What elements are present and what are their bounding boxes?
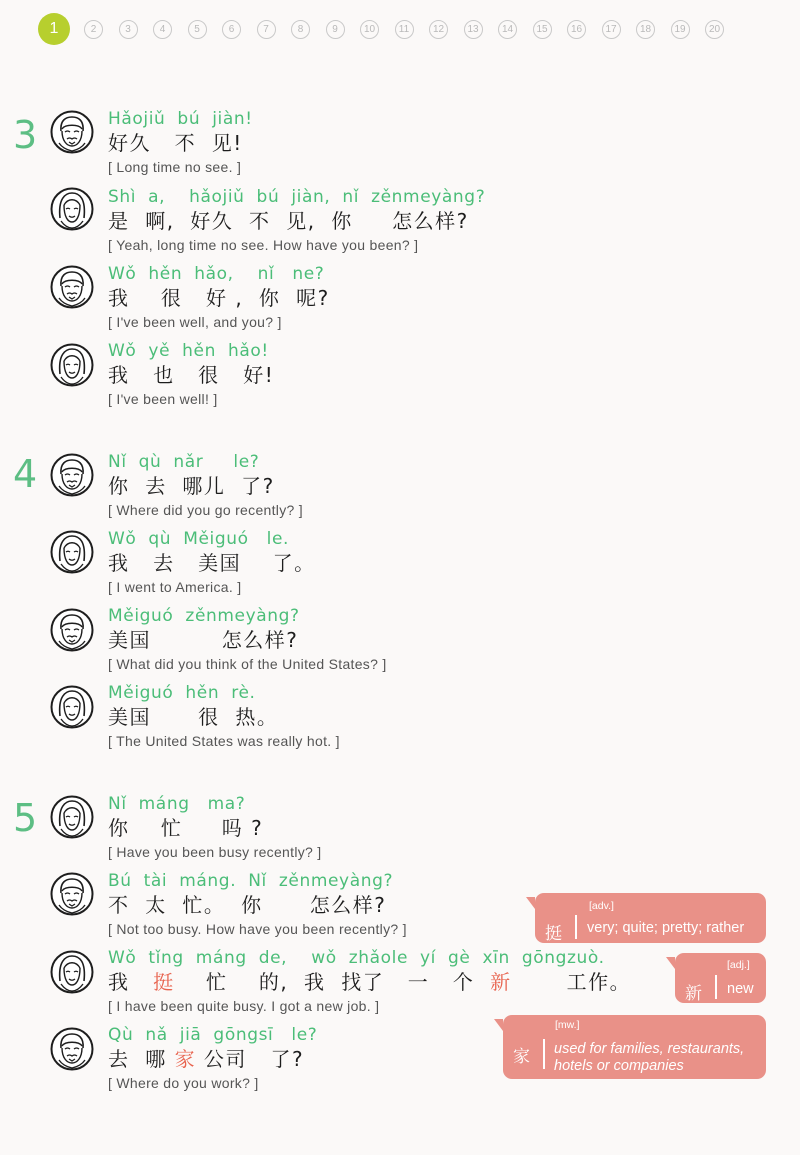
hanzi-text: 去 哪 家 公司 了? [108,1047,305,1071]
pinyin-text: Wǒ hěn hǎo, nǐ ne? [108,264,325,284]
hanzi-text: 美国 怎么样? [108,628,299,652]
male-avatar-icon [50,265,94,309]
dialogue-number-3: 3 [13,113,38,157]
page-3-button[interactable]: 3 [119,20,138,39]
dialogue-line [108,1025,317,1093]
gloss-meaning: used for families, restaurants, [554,1041,745,1057]
translation-text: [ I have been quite busy. I got a new job. ] [108,998,380,1014]
gloss-meaning: very; quite; pretty; rather [587,920,745,936]
pinyin-text: Nǐ qù nǎr le? [108,452,260,472]
gloss-divider [715,975,717,999]
page-10-button[interactable]: 10 [360,20,379,39]
dialogue-line [108,187,485,255]
male-avatar-icon [50,1027,94,1071]
gloss-part-of-speech: [adv.] [589,900,614,912]
female-avatar-icon [50,530,94,574]
page-20-button[interactable]: 20 [705,20,724,39]
page-4-button[interactable]: 4 [153,20,172,39]
gloss-part-of-speech: [adj.] [727,959,750,971]
page-1-button[interactable]: 1 [38,13,70,45]
callout-tail [666,957,675,969]
male-avatar-icon [50,453,94,497]
highlighted-word: 挺 [153,970,175,994]
translation-text: [ The United States was really hot. ] [108,733,340,749]
translation-text: [ I've been well, and you? ] [108,314,282,330]
hanzi-text: 是 啊, 好久 不 见, 你 怎么样? [108,209,469,233]
lesson-pager [38,13,740,45]
male-avatar-icon [50,608,94,652]
dialogue-line [108,529,316,597]
page-7-button[interactable]: 7 [257,20,276,39]
page-11-button[interactable]: 11 [395,20,414,39]
hanzi-text: 我 去 美国 了。 [108,551,316,575]
hanzi-text: 我 也 很 好! [108,363,275,387]
dialogue-line [108,794,322,862]
hanzi-text: 你 忙 吗 ? [108,816,264,840]
gloss-character: 家 [513,1047,530,1067]
pinyin-text: Wǒ qù Měiguó le. [108,529,290,549]
page-15-button[interactable]: 15 [533,20,552,39]
page-8-button[interactable]: 8 [291,20,310,39]
gloss-meaning: new [727,981,754,997]
dialogue-line [108,109,253,177]
translation-text: [ Where do you work? ] [108,1075,259,1091]
vocab-gloss-xin [675,953,766,1003]
pinyin-text: Měiguó hěn rè. [108,683,256,703]
translation-text: [ Have you been busy recently? ] [108,844,322,860]
hanzi-text: 美国 很 热。 [108,705,279,729]
dialogue-line [108,452,303,520]
translation-text: [ Not too busy. How have you been recently? ] [108,921,407,937]
pinyin-text: Shì a, hǎojiǔ bú jiàn, nǐ zěnmeyàng? [108,187,486,207]
dialogue-line [108,871,407,939]
dialogue-line [108,264,330,332]
callout-tail [526,897,535,909]
hanzi-text: 好久 不 见! [108,131,243,155]
dialogue-line [108,948,631,1016]
pinyin-text: Bú tài máng. Nǐ zěnmeyàng? [108,871,394,891]
page-13-button[interactable]: 13 [464,20,483,39]
male-avatar-icon [50,872,94,916]
dialogue-number-4: 4 [13,452,38,496]
gloss-divider [575,915,577,939]
gloss-meaning: hotels or companies [554,1058,684,1074]
page-2-button[interactable]: 2 [84,20,103,39]
translation-text: [ Where did you go recently? ] [108,502,303,518]
female-avatar-icon [50,187,94,231]
pinyin-text: Wǒ yě hěn hǎo! [108,341,269,361]
translation-text: [ Long time no see. ] [108,159,242,175]
page-16-button[interactable]: 16 [567,20,586,39]
gloss-character: 新 [685,984,702,1004]
page-6-button[interactable]: 6 [222,20,241,39]
dialogue-line [108,683,340,751]
hanzi-text: 不 太 忙。 你 怎么样? [108,893,387,917]
translation-text: [ I went to America. ] [108,579,242,595]
female-avatar-icon [50,343,94,387]
dialogue-line [108,341,274,409]
highlighted-word: 新 [490,970,512,994]
callout-tail [494,1019,503,1031]
page-18-button[interactable]: 18 [636,20,655,39]
pinyin-text: Wǒ tǐng máng de, wǒ zhǎole yí gè xīn gōngzuò. [108,948,605,968]
page-17-button[interactable]: 17 [602,20,621,39]
translation-text: [ I've been well! ] [108,391,218,407]
highlighted-word: 家 [174,1047,197,1071]
page-12-button[interactable]: 12 [429,20,448,39]
vocab-gloss-jia [503,1015,766,1079]
translation-text: [ What did you think of the United States? ] [108,656,387,672]
hanzi-text: 你 去 哪儿 了? [108,474,275,498]
hanzi-text: 我 挺 忙 的, 我 找了 一 个 新 工作。 [108,970,632,994]
female-avatar-icon [50,795,94,839]
male-avatar-icon [50,110,94,154]
female-avatar-icon [50,685,94,729]
gloss-divider [543,1039,545,1069]
vocab-gloss-ting [535,893,766,943]
pinyin-text: Hǎojiǔ bú jiàn! [108,109,253,129]
page-5-button[interactable]: 5 [188,20,207,39]
hanzi-text: 我 很 好 , 你 呢? [108,286,330,310]
pinyin-text: Měiguó zěnmeyàng? [108,606,300,626]
pinyin-text: Nǐ máng ma? [108,794,246,814]
translation-text: [ Yeah, long time no see. How have you been? ] [108,237,419,253]
gloss-character: 挺 [545,924,562,944]
page-9-button[interactable]: 9 [326,20,345,39]
dialogue-number-5: 5 [13,796,38,840]
page-19-button[interactable]: 19 [671,20,690,39]
dialogue-line [108,606,387,674]
female-avatar-icon [50,950,94,994]
pinyin-text: Qù nǎ jiā gōngsī le? [108,1025,318,1045]
gloss-part-of-speech: [mw.] [555,1019,580,1031]
page-14-button[interactable]: 14 [498,20,517,39]
